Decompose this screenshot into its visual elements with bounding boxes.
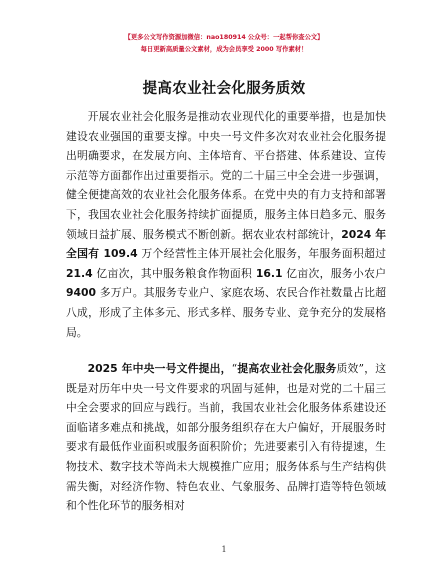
bold-text-run: 16.1 <box>255 266 283 280</box>
body-paragraph-1 <box>66 107 386 342</box>
bold-text-run: 2024 年全国有 109.4 <box>66 227 387 261</box>
body-paragraph-2 <box>66 359 386 516</box>
text-run: 亿亩次，其中服务粮食作物面积 <box>92 266 256 280</box>
text-run: 多万户。其服务专业户、家庭农场、农民合作社数量占比超八成，形成了主体多元、形式多样、服务专业、竞争充分的发展格局。 <box>66 286 386 339</box>
bold-text-run: 9400 <box>66 286 97 300</box>
bold-text-run: 2025 年中央一号文件提出， <box>87 362 232 375</box>
promo-banner-line-2: 每日更新高质量公文素材，成为会员享受 2000 写作素材！ <box>140 46 308 53</box>
text-run: 质效”，这既是对历年中央一号文件要求的巩固与延伸，也是对党的二十届三中全会要求的回应与践行。当前，我国农业社会化服务体系建设还面临诸多难点和挑战，如部分服务组织存在大户偏好，开展服务时要求有最低作业面积或服务面积阶价；先进要素引入有待提速，生物技术、数字技术等尚未大规模推广应用；服务体系与生产结构供需失衡，对经济作物、特色农业、气象服务、品牌打造等特色领域和个性化环节的服务相对 <box>66 362 387 513</box>
text-run: 万个经营性主体开展社会化服务，年服务面积超过 <box>137 247 386 261</box>
text-run: 开展农业社会化服务是推动农业现代化的重要举措，也是加快建设农业强国的重要支撑。中央一号文件多次对农业社会化服务提出明确要求，在发展方向、主体培育、平台搭建、体系建设、宣传示范等方面都作出过重要指示。党的二十届三中全会进一步强调，健全便捷高效的农业社会化服务体系。在党中央的有力支持和部署下，我国农业社会化服务持续扩面提质，服务主体日趋多元、服务领域日益扩展、服务模式不断创新。据农业农村部统计， <box>66 110 386 241</box>
text-run: “ <box>231 362 238 375</box>
bold-text-run: 提高农业社会化服务 <box>237 362 337 375</box>
bold-text-run: 21.4 <box>66 266 93 280</box>
text-run: 亿亩次，服务小农户 <box>282 266 386 280</box>
promo-banner-line-1: 【更多公文写作资源加微信：nao180914 公众号：一起帮你查公文】 <box>124 34 324 41</box>
page-number: 1 <box>221 545 227 554</box>
document-title: 提高农业社会化服务质效 <box>142 81 306 97</box>
